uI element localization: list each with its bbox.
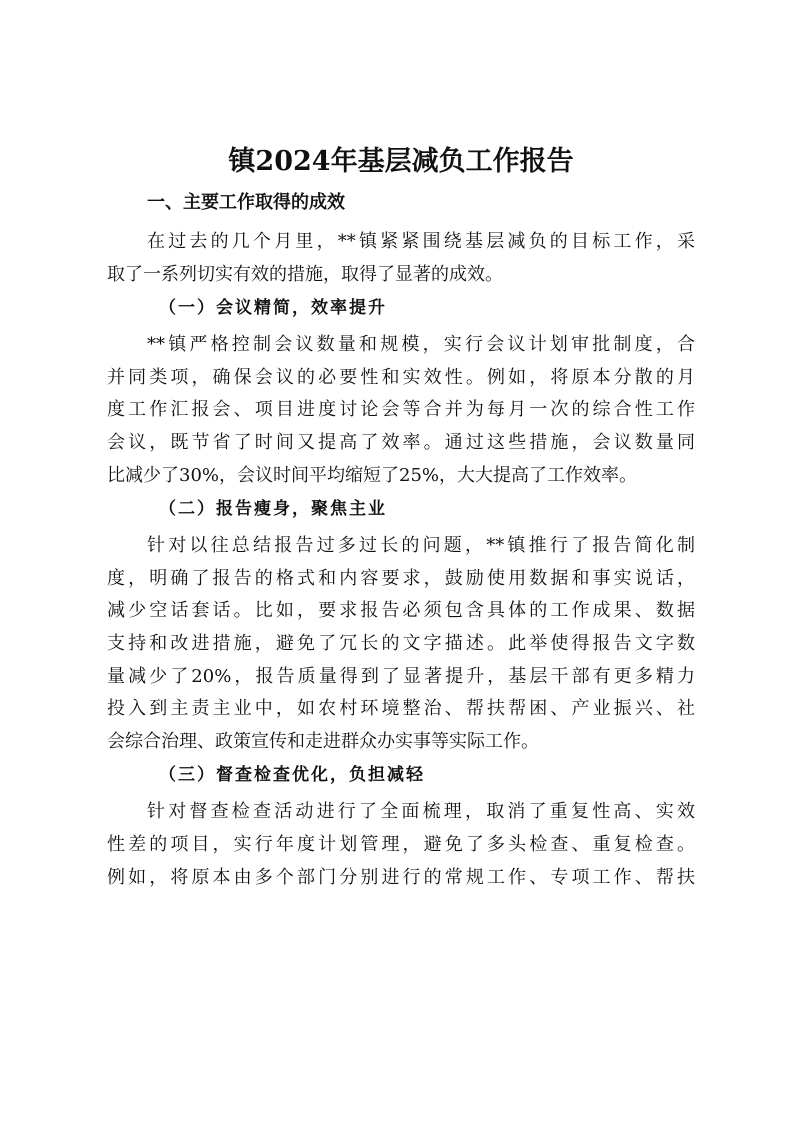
paragraph-line: 取了一系列切实有效的措施，取得了显著的成效。 bbox=[107, 263, 503, 285]
paragraph-line: 并同类项，确保会议的必要性和实效性。例如，将原本分散的月 bbox=[107, 366, 695, 388]
inspections-paragraph bbox=[107, 792, 695, 894]
paragraph-line: 比减少了30%，会议时间平均缩短了25%，大大提高了工作效率。 bbox=[107, 464, 638, 486]
paragraph-line: 例如，将原本由多个部门分别进行的常规工作、专项工作、帮扶 bbox=[107, 866, 695, 888]
document-title: 镇2024年基层减负工作报告 bbox=[228, 146, 574, 177]
paragraph-line: 性差的项目，实行年度计划管理，避免了多头检查、重复检查。 bbox=[107, 833, 695, 855]
document-body bbox=[107, 140, 695, 894]
paragraph-line: 减少空话套话。比如，要求报告必须包含具体的工作成果、数据 bbox=[107, 600, 695, 622]
paragraph-line: 量减少了20%，报告质量得到了显著提升，基层干部有更多精力 bbox=[107, 665, 695, 687]
reports-paragraph bbox=[107, 526, 695, 758]
paragraph-line: 投入到主责主业中，如农村环境整治、帮扶帮困、产业振兴、社 bbox=[107, 698, 695, 720]
subsection-heading-inspections: （三）督查检查优化，负担减轻 bbox=[159, 765, 425, 786]
paragraph-line: 支持和改进措施，避免了冗长的文字描述。此举使得报告文字数 bbox=[107, 632, 695, 654]
subsection-heading-meetings: （一）会议精简，效率提升 bbox=[159, 298, 387, 319]
paragraph-line: 针对以往总结报告过多过长的问题，**镇推行了报告简化制 bbox=[147, 535, 695, 557]
paragraph-line: 度，明确了报告的格式和内容要求，鼓励使用数据和事实说话， bbox=[107, 567, 695, 589]
section-heading-achievements: 一、主要工作取得的成效 bbox=[147, 192, 345, 213]
intro-paragraph bbox=[107, 222, 695, 291]
paragraph-line: 会综合治理、政策宣传和走进群众办实事等实际工作。 bbox=[107, 730, 539, 752]
paragraph-line: 针对督查检查活动进行了全面梳理，取消了重复性高、实效 bbox=[147, 801, 695, 823]
paragraph-line: 在过去的几个月里，**镇紧紧围绕基层减负的目标工作，采 bbox=[147, 231, 695, 252]
paragraph-line: 会议，既节省了时间又提高了效率。通过这些措施，会议数量同 bbox=[107, 431, 695, 453]
paragraph-line: 度工作汇报会、项目进度讨论会等合并为每月一次的综合性工作 bbox=[107, 399, 695, 421]
meetings-paragraph bbox=[107, 325, 695, 492]
paragraph-line: **镇严格控制会议数量和规模，实行会议计划审批制度，合 bbox=[147, 334, 695, 356]
subsection-heading-reports: （二）报告瘦身，聚焦主业 bbox=[159, 499, 387, 520]
